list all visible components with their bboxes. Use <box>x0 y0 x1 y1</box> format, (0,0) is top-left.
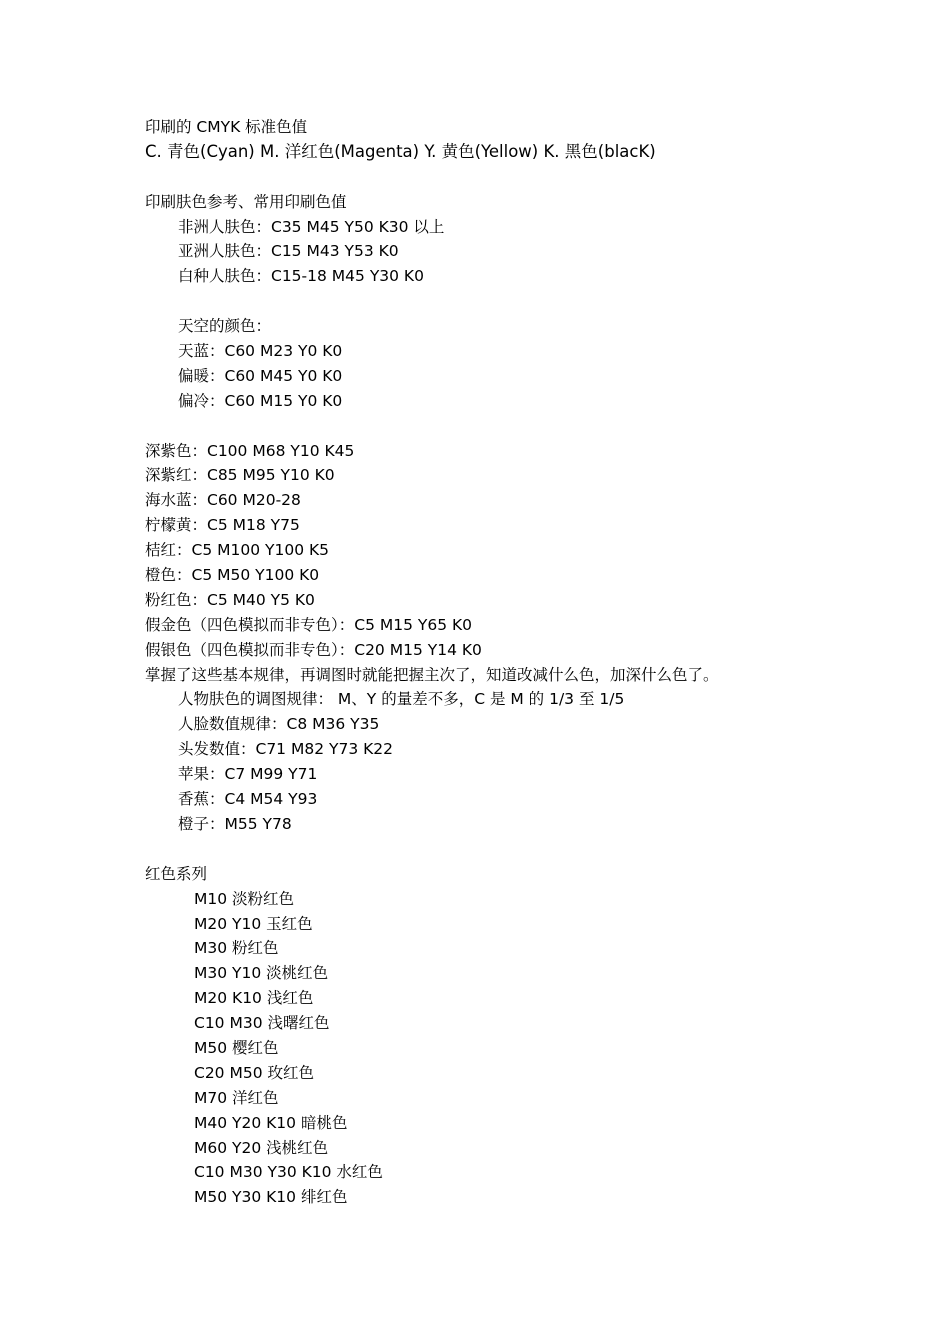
red-series-item: M70 洋红色 <box>194 1088 279 1107</box>
banana-values: 香蕉：C4 M54 Y93 <box>178 790 318 809</box>
red-series-item: M10 淡粉红色 <box>194 889 295 908</box>
color-faux-silver: 假银色（四色模拟而非专色）：C20 M15 Y14 K0 <box>145 640 482 659</box>
red-series-item: M50 樱红色 <box>194 1038 279 1057</box>
color-tangerine-red: 桔红：C5 M100 Y100 K5 <box>145 541 330 560</box>
red-series-item: C20 M50 玫红色 <box>194 1063 314 1082</box>
skin-adjust-rule: 人物肤色的调图规律： M、Y 的量差不多，C 是 M 的 1/3 至 1/5 <box>178 690 625 709</box>
red-series-item: M30 Y10 淡桃红色 <box>194 964 329 983</box>
heading-sky-colors: 天空的颜色： <box>178 317 272 336</box>
red-series-item: M30 粉红色 <box>194 939 279 958</box>
skin-asian: 亚洲人肤色：C15 M43 Y53 K0 <box>178 242 399 261</box>
document-page <box>145 115 925 1210</box>
cmyk-definition-line: C. 青色(Cyan) M. 洋红色(Magenta) Y. 黄色(Yellow) K. 黑色(blacK) <box>145 141 656 161</box>
hair-values: 头发数值：C71 M82 Y73 K22 <box>178 740 394 759</box>
color-deep-purple-red: 深紫红：C85 M95 Y10 K0 <box>145 466 335 485</box>
color-pink: 粉红色：C5 M40 Y5 K0 <box>145 590 315 609</box>
color-deep-purple: 深紫色：C100 M68 Y10 K45 <box>145 441 355 460</box>
color-sea-blue: 海水蓝：C60 M20-28 <box>145 491 301 510</box>
apple-values: 苹果：C7 M99 Y71 <box>178 765 318 784</box>
blank-line <box>145 289 925 314</box>
blank-line <box>145 837 925 862</box>
orange-fruit-values: 橙子：M55 Y78 <box>178 814 292 833</box>
red-series-item: M20 Y10 玉红色 <box>194 914 313 933</box>
color-faux-gold: 假金色（四色模拟而非专色）：C5 M15 Y65 K0 <box>145 615 473 634</box>
red-series-item: C10 M30 浅曙红色 <box>194 1014 330 1033</box>
blank-line <box>145 165 925 190</box>
sky-blue: 天蓝：C60 M23 Y0 K0 <box>178 342 343 361</box>
sky-warm: 偏暖：C60 M45 Y0 K0 <box>178 366 343 385</box>
face-values: 人脸数值规律：C8 M36 Y35 <box>178 715 380 734</box>
color-orange: 橙色：C5 M50 Y100 K0 <box>145 566 320 585</box>
heading-red-series: 红色系列 <box>145 864 208 883</box>
heading-skin-reference: 印刷肤色参考、常用印刷色值 <box>145 192 347 211</box>
red-series-item: M20 K10 浅红色 <box>194 989 314 1008</box>
sky-cool: 偏冷：C60 M15 Y0 K0 <box>178 391 343 410</box>
color-lemon-yellow: 柠檬黄：C5 M18 Y75 <box>145 516 300 535</box>
red-series-item: M50 Y30 K10 绯红色 <box>194 1188 348 1207</box>
red-series-item: M60 Y20 浅桃红色 <box>194 1138 329 1157</box>
red-series-item: C10 M30 Y30 K10 水红色 <box>194 1163 383 1182</box>
skin-african: 非洲人肤色：C35 M45 Y50 K30 以上 <box>178 217 445 236</box>
skin-caucasian: 白种人肤色：C15-18 M45 Y30 K0 <box>178 267 424 286</box>
tip-paragraph: 掌握了这些基本规律，再调图时就能把握主次了，知道改减什么色，加深什么色了。 <box>145 665 719 684</box>
red-series-item: M40 Y20 K10 暗桃色 <box>194 1113 348 1132</box>
blank-line <box>145 414 925 439</box>
heading-cmyk-standard: 印刷的 CMYK 标准色值 <box>145 118 308 136</box>
